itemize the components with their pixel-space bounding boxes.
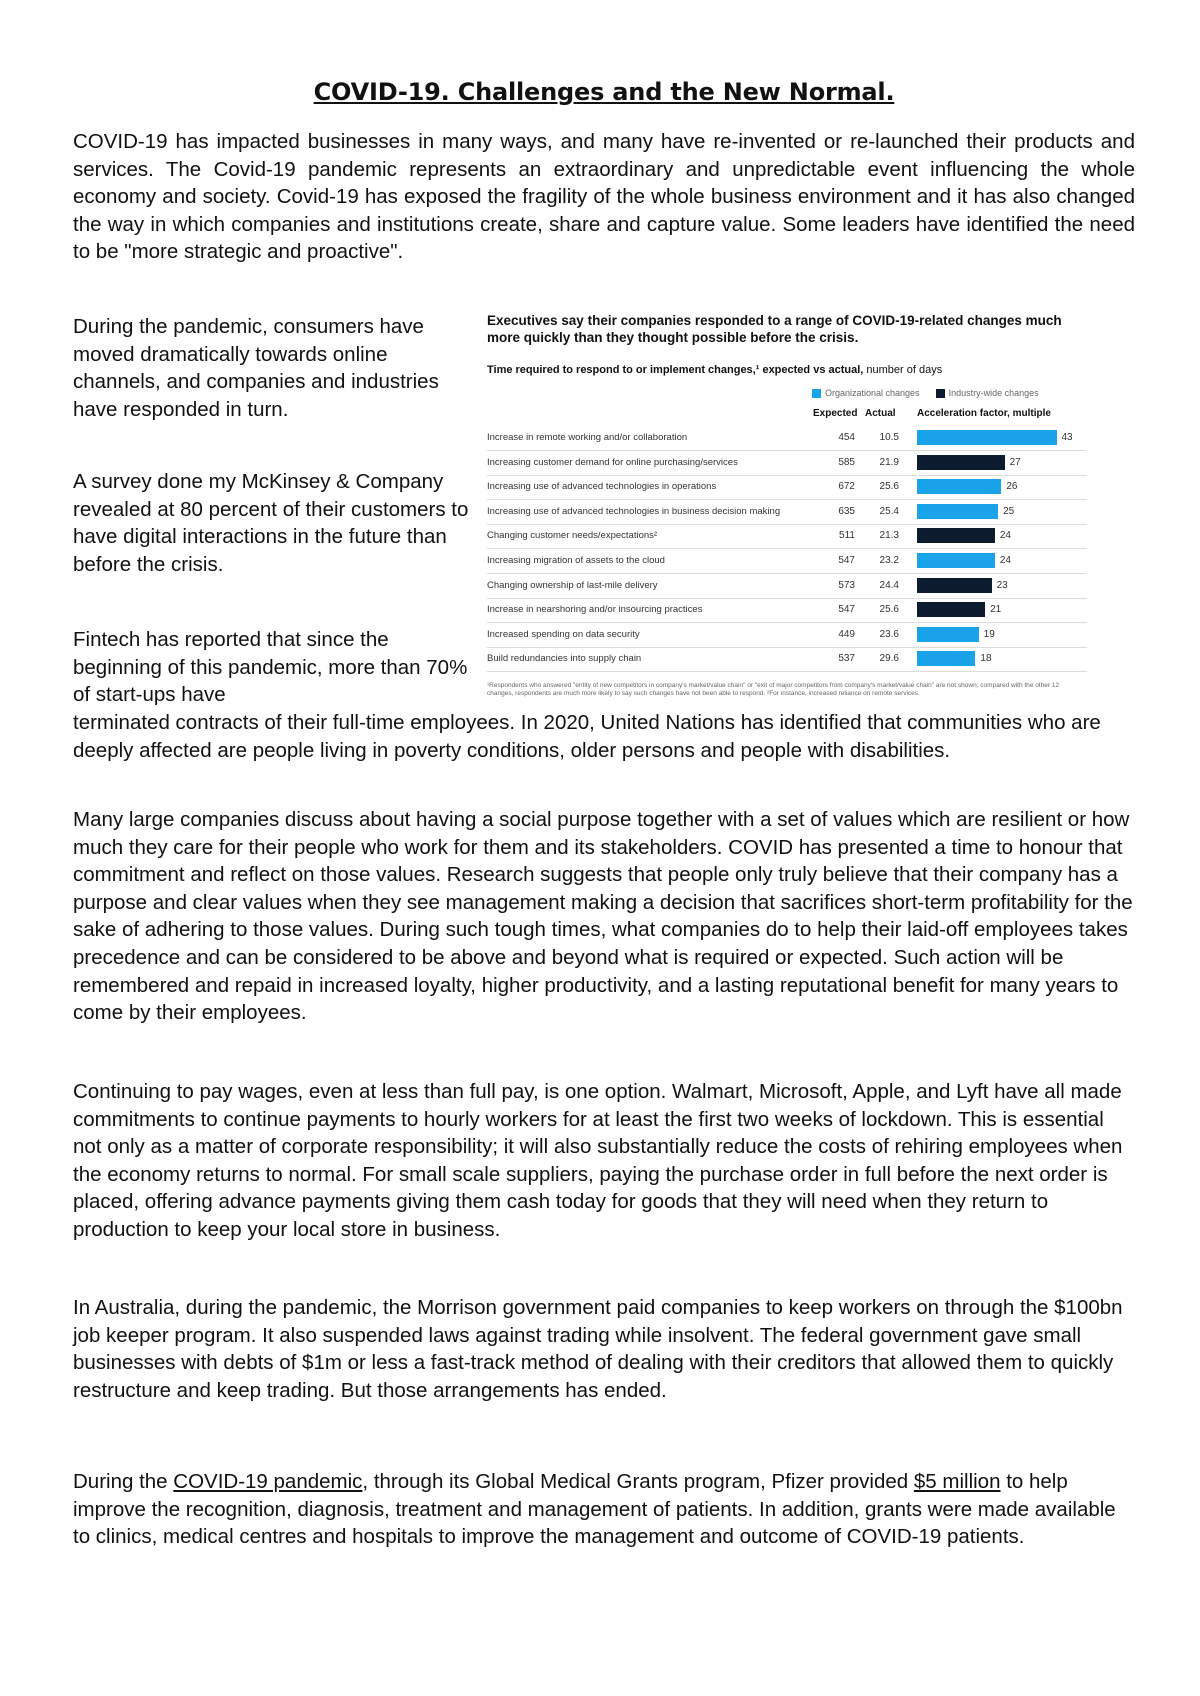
row-actual-value: 23.6 xyxy=(879,628,899,640)
acceleration-bar xyxy=(917,528,995,543)
chart-subtitle xyxy=(487,364,942,376)
row-expected-value: 585 xyxy=(838,456,855,468)
row-expected-value: 537 xyxy=(838,653,855,665)
australia-paragraph: In Australia, during the pandemic, the Morrison government paid companies to keep workers on through the $100bn job keeper program. It also suspended laws against trading while insolvent. The federal government gave small businesses with debts of $1m or less a fast-track method of dealing with their creditors that allowed them to quickly restructure and keep trading. But those arrangements has ended. xyxy=(73,1296,1123,1402)
five-million-link[interactable]: $5 million xyxy=(913,1470,1001,1493)
row-actual-value: 25.6 xyxy=(879,604,899,616)
row-expected-value: 672 xyxy=(838,481,855,493)
acceleration-value-label: 24 xyxy=(999,555,1011,566)
acceleration-bar xyxy=(917,602,985,617)
wages-paragraph: Continuing to pay wages, even at less than full pay, is one option. Walmart, Microsoft, Apple, and Lyft have all made commitments to continue payments to hourly workers for at least the first two weeks of lockdown. This is essential not only as a matter of corporate responsibility; it will also substantially reduce the costs of rehiring employees when the economy returns to normal. For small scale suppliers, paying the purchase order in full before the next order is placed, offering advance payments giving them cash today for goods that they will need when they return to production to keep your local store in business. xyxy=(73,1080,1123,1241)
row-label: Increasing migration of assets to the cloud xyxy=(487,555,665,566)
acceleration-value-label: 24 xyxy=(999,530,1011,542)
row-expected-value: 454 xyxy=(838,432,855,443)
row-actual-value: 24.4 xyxy=(879,579,899,591)
acceleration-value-label: 43 xyxy=(1061,432,1073,443)
covid-pandemic-link[interactable]: COVID-19 pandemic xyxy=(173,1470,363,1493)
chart-legend xyxy=(812,388,1039,398)
row-actual-value: 25.6 xyxy=(879,481,899,493)
acceleration-value-label: 25 xyxy=(1003,505,1015,517)
acceleration-bar xyxy=(917,504,998,519)
row-actual-value: 21.9 xyxy=(879,456,899,468)
row-actual-value: 23.2 xyxy=(879,555,899,566)
row-label: Increasing customer demand for online purchasing/services xyxy=(487,456,738,468)
chart-title: Executives say their companies responded to a range of COVID-19-related changes much more quickly than they thought possible before the crisis. xyxy=(487,313,1062,345)
pfizer-text-1: During the xyxy=(73,1470,174,1493)
chart-row xyxy=(487,475,1087,500)
legend-swatch-industry xyxy=(936,389,945,398)
survey-paragraph: A survey done my McKinsey & Company revealed at 80 percent of their customers to have digital interactions in the future than before the crisis. xyxy=(73,470,469,576)
header-actual: Actual xyxy=(865,408,896,419)
acceleration-bar xyxy=(917,430,1057,445)
legend-item-industry xyxy=(936,388,1039,398)
consumers-paragraph: During the pandemic, consumers have moved dramatically towards online channels, and companies and industries have responded in turn. xyxy=(73,315,439,421)
chart-subtitle-rest: number of days xyxy=(863,364,943,376)
acceleration-value-label: 18 xyxy=(980,653,992,665)
acceleration-value-label: 21 xyxy=(990,604,1002,616)
row-label: Increase in nearshoring and/or insourcing practices xyxy=(487,604,703,616)
acceleration-bar xyxy=(917,627,979,642)
row-expected-value: 547 xyxy=(838,555,855,566)
acceleration-chart xyxy=(487,312,1087,702)
row-label: Increasing use of advanced technologies in business decision making xyxy=(487,505,781,517)
row-expected-value: 635 xyxy=(838,505,855,517)
row-label: Changing ownership of last-mile delivery xyxy=(487,579,658,591)
acceleration-bar xyxy=(917,479,1001,494)
chart-row xyxy=(487,426,1087,451)
row-label: Increase in remote working and/or collaboration xyxy=(487,432,688,443)
header-acceleration-factor: Acceleration factor, multiple xyxy=(917,408,1051,419)
chart-row xyxy=(487,451,1087,476)
row-expected-value: 511 xyxy=(839,530,855,542)
row-expected-value: 573 xyxy=(838,579,855,591)
legend-swatch-organizational xyxy=(812,389,821,398)
chart-subtitle-bold: Time required to respond to or implement changes,¹ expected vs actual, xyxy=(487,364,864,376)
row-actual-value: 10.5 xyxy=(879,432,899,443)
legend-label-organizational: Organizational changes xyxy=(825,388,920,398)
acceleration-bar xyxy=(917,553,995,568)
row-expected-value: 547 xyxy=(838,604,855,616)
chart-row xyxy=(487,549,1087,574)
page-title: COVID-19. Challenges and the New Normal. xyxy=(313,78,895,106)
chart-row xyxy=(487,598,1087,623)
chart-row xyxy=(487,500,1087,525)
fintech-paragraph-start: Fintech has reported that since the beginning of this pandemic, more than 70% of start-ups have xyxy=(73,628,468,707)
fintech-paragraph-end: terminated contracts of their full-time employees. In 2020, United Nations has identified that communities who are deeply affected are people living in poverty conditions, older persons and people with disabilities. xyxy=(73,711,1101,762)
pfizer-text-3: to help improve the recognition, diagnosis, treatment and management of patients. In addition, grants were made available to clinics, medical centres and hospitals to improve the management and outcome of COVID-19 patients. xyxy=(73,1470,1116,1549)
acceleration-bar xyxy=(917,651,975,666)
legend-item-organizational xyxy=(812,388,920,398)
chart-row xyxy=(487,574,1087,599)
row-actual-value: 29.6 xyxy=(879,653,899,665)
intro-paragraph: COVID-19 has impacted businesses in many ways, and many have re-invented or re-launched their products and services. The Covid-19 pandemic represents an extraordinary and unpredictable event influencing the whole economy and society. Covid-19 has exposed the fragility of the whole business environment and it has also changed the way in which companies and institutions create, share and capture value. Some leaders have identified the need to be "more strategic and proactive". xyxy=(73,130,1135,264)
row-label: Build redundancies into supply chain xyxy=(487,653,642,665)
acceleration-value-label: 23 xyxy=(996,579,1008,591)
acceleration-value-label: 19 xyxy=(983,628,995,640)
row-label: Increasing use of advanced technologies in operations xyxy=(487,481,717,493)
acceleration-bar xyxy=(917,455,1005,470)
legend-label-industry: Industry-wide changes xyxy=(948,388,1039,398)
row-actual-value: 25.4 xyxy=(879,505,899,517)
acceleration-bar xyxy=(917,578,992,593)
chart-footnote: ¹Respondents who answered "entity of new competitors in company's market/value chain" or "exit of major competitors from company's market/value chain" are not shown; compared with the other 12 changes, respondents are much more likely to say such changes have not been able to respond. ²For instance, increased reliance on remote services. xyxy=(487,682,1060,697)
row-expected-value: 449 xyxy=(838,628,855,640)
chart-row xyxy=(487,623,1087,648)
pfizer-text-2: , through its Global Medical Grants program, Pfizer provided xyxy=(362,1470,914,1493)
chart-row xyxy=(487,647,1087,672)
row-actual-value: 21.3 xyxy=(879,530,899,542)
chart-row xyxy=(487,524,1087,549)
header-expected: Expected xyxy=(813,408,858,419)
pfizer-paragraph xyxy=(73,1468,1135,1551)
row-label: Changing customer needs/expectations² xyxy=(487,530,658,542)
acceleration-value-label: 26 xyxy=(1006,481,1018,493)
acceleration-value-label: 27 xyxy=(1009,456,1021,468)
purpose-paragraph: Many large companies discuss about having a social purpose together with a set of values which are resilient or how much they care for their people who work for them and its stakeholders. COVID has presented a time to honour that commitment and reflect on those values. Research suggests that people only truly believe that their company has a purpose and clear values when they see management making a decision that sacrifices short-term profitability for the sake of adhering to those values. During such tough times, what companies do to help their laid-off employees takes precedence and can be considered to be above and beyond what is required or expected. Such action will be remembered and repaid in increased loyalty, higher productivity, and a lasting reputational benefit for many years to come by their employees. xyxy=(73,808,1133,1025)
row-label: Increased spending on data security xyxy=(487,628,640,640)
